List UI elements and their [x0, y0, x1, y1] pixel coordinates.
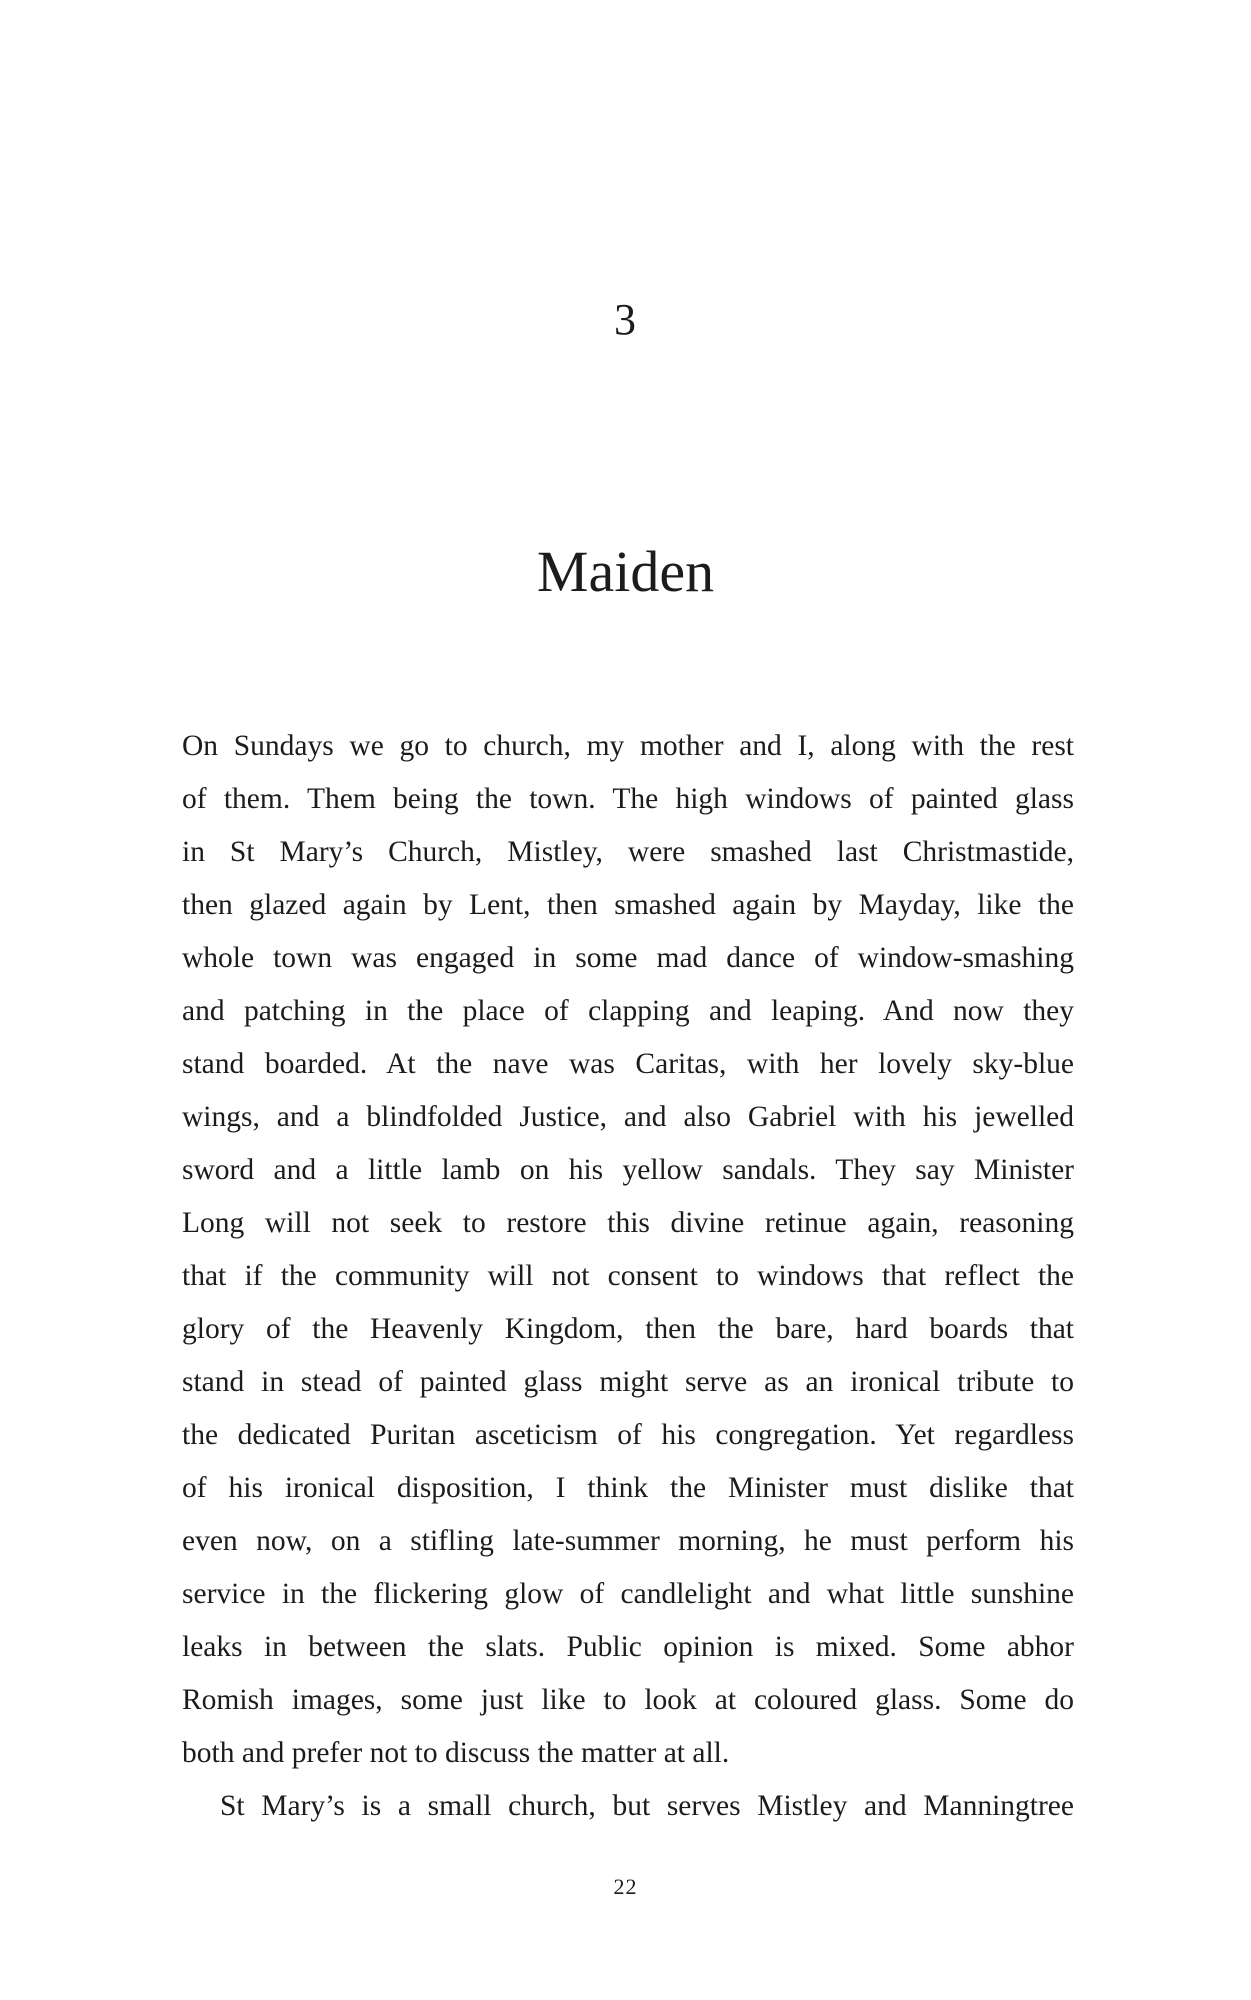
text-line: service in the flickering glow of candlelight and what little sunshine	[182, 1578, 1074, 1610]
paragraph	[182, 1780, 1074, 1833]
text-line: whole town was engaged in some mad dance of window-smashing	[182, 942, 1074, 974]
text-line: of his ironical disposition, I think the Minister must dislike that	[182, 1472, 1074, 1504]
page-number: 22	[613, 1874, 638, 1899]
text-line: Romish images, some just like to look at coloured glass. Some do	[182, 1684, 1074, 1716]
text-line: that if the community will not consent to windows that reflect the	[182, 1260, 1074, 1292]
text-line: leaks in between the slats. Public opinion is mixed. Some abhor	[182, 1631, 1074, 1663]
text-line: the dedicated Puritan asceticism of his congregation. Yet regardless	[182, 1419, 1074, 1451]
text-line: Long will not seek to restore this divine retinue again, reasoning	[182, 1207, 1074, 1239]
text-line: glory of the Heavenly Kingdom, then the bare, hard boards that	[182, 1313, 1074, 1345]
text-line: sword and a little lamb on his yellow sandals. They say Minister	[182, 1154, 1074, 1186]
text-line: both and prefer not to discuss the matter at all.	[182, 1737, 730, 1769]
text-line: St Mary’s is a small church, but serves Mistley and Manningtree	[220, 1790, 1074, 1822]
text-line: in St Mary’s Church, Mistley, were smashed last Christmastide,	[182, 836, 1074, 868]
text-line: stand boarded. At the nave was Caritas, with her lovely sky-blue	[182, 1048, 1074, 1080]
text-line: even now, on a stifling late-summer morning, he must perform his	[182, 1525, 1074, 1557]
text-line: On Sundays we go to church, my mother and I, along with the rest	[182, 730, 1074, 762]
text-line: of them. Them being the town. The high windows of painted glass	[182, 783, 1074, 815]
text-line: wings, and a blindfolded Justice, and also Gabriel with his jewelled	[182, 1101, 1074, 1133]
paragraph	[182, 720, 1074, 1780]
text-line: then glazed again by Lent, then smashed again by Mayday, like the	[182, 889, 1074, 921]
text-line: stand in stead of painted glass might serve as an ironical tribute to	[182, 1366, 1074, 1398]
text-line: and patching in the place of clapping and leaping. And now they	[182, 995, 1074, 1027]
chapter-number: 3	[614, 295, 637, 344]
chapter-title: Maiden	[536, 539, 715, 604]
body-text	[182, 720, 1074, 1833]
